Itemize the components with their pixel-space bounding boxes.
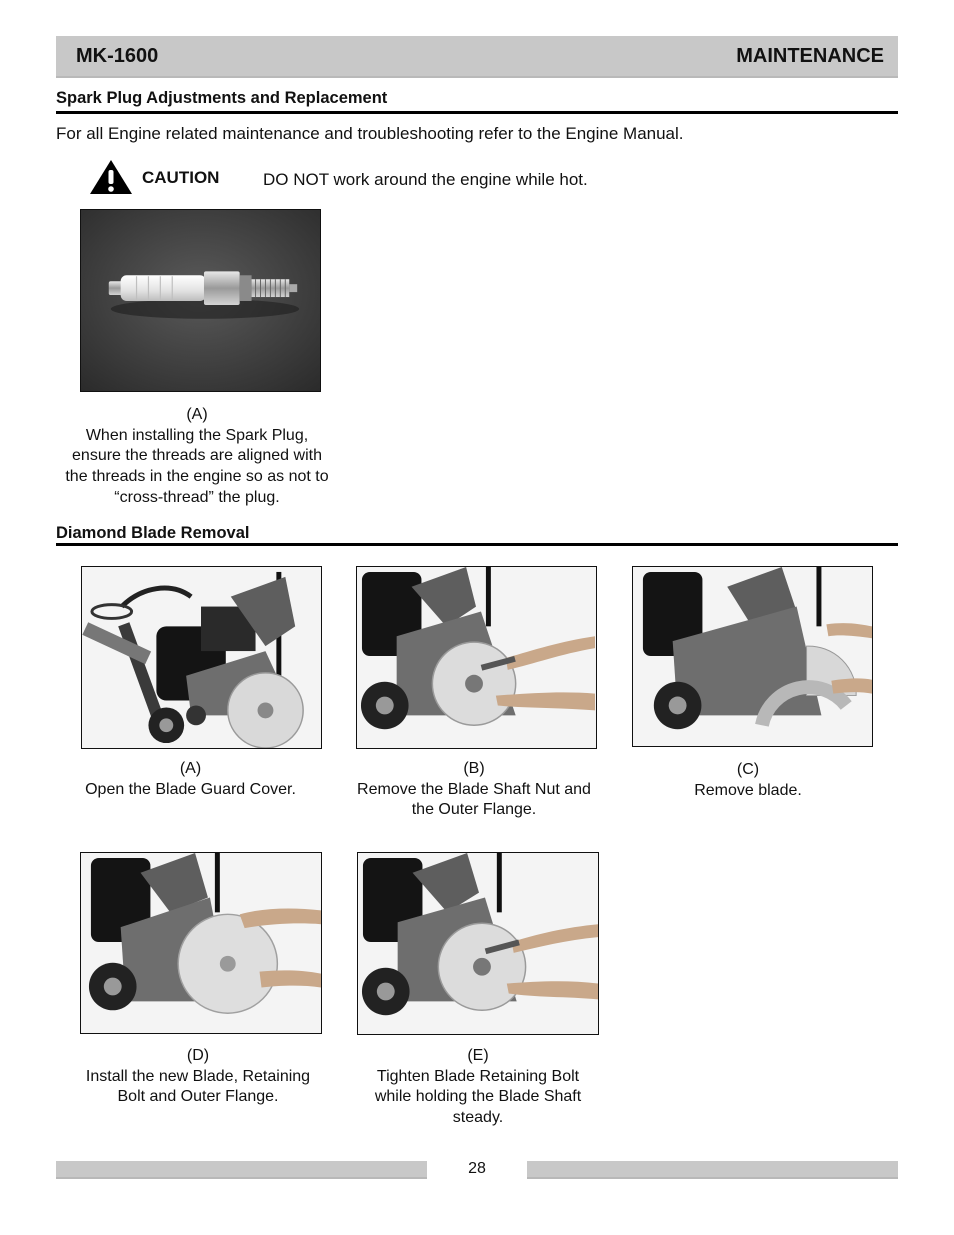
spark-plug-caption — [56, 405, 338, 509]
caution-text: DO NOT work around the engine while hot. — [263, 170, 588, 189]
caption-line: the Outer Flange. — [411, 801, 537, 819]
footer-bar-left — [56, 1161, 427, 1179]
caption-line: Open the Blade Guard Cover. — [85, 780, 296, 798]
warning-icon — [89, 159, 133, 195]
caption-line: Bolt and Outer Flange. — [117, 1088, 279, 1106]
step-d-photo — [80, 852, 322, 1034]
model-name: MK-1600 — [76, 45, 159, 67]
caption-line: steady. — [452, 1109, 504, 1127]
spark-plug-photo — [80, 209, 321, 392]
caption-letter: (C) — [736, 761, 760, 778]
step-a-caption — [66, 759, 315, 800]
step-d-caption — [64, 1046, 332, 1108]
heading-rule — [56, 111, 898, 114]
step-a-photo — [81, 566, 322, 749]
page-header-bar — [56, 36, 898, 78]
step-b-photo — [356, 566, 597, 749]
spark-plug-heading: Spark Plug Adjustments and Replacement — [56, 89, 388, 107]
section-title: MAINTENANCE — [736, 45, 884, 67]
caption-letter: (E) — [467, 1047, 489, 1064]
caution-label: CAUTION — [142, 168, 220, 187]
caption-line: Remove blade. — [694, 781, 802, 799]
caption-letter: (B) — [463, 760, 485, 777]
caption-line: When installing the Spark Plug, — [85, 426, 309, 444]
blade-removal-heading: Diamond Blade Removal — [56, 524, 250, 542]
caption-letter: (A) — [179, 760, 202, 777]
step-c-caption — [655, 760, 841, 801]
page-number: 28 — [468, 1160, 486, 1177]
caption-line: “cross-thread” the plug. — [114, 488, 280, 506]
caption-line: Install the new Blade, Retaining — [85, 1067, 311, 1085]
intro-text: For all Engine related maintenance and troubleshooting refer to the Engine Manual. — [56, 124, 684, 143]
footer-bar-right — [527, 1161, 898, 1179]
caption-line: the threads in the engine so as not to — [65, 468, 329, 486]
caption-line: Remove the Blade Shaft Nut and — [357, 780, 591, 798]
caption-line: ensure the threads are aligned with — [72, 447, 322, 465]
caption-line: while holding the Blade Shaft — [374, 1088, 582, 1106]
step-b-caption — [340, 759, 608, 821]
caption-letter: (A) — [186, 406, 208, 423]
heading-rule — [56, 543, 898, 546]
caption-line: Tighten Blade Retaining Bolt — [376, 1067, 580, 1085]
step-e-photo — [357, 852, 599, 1035]
step-e-caption — [352, 1046, 604, 1129]
step-c-photo — [632, 566, 873, 747]
caption-letter: (D) — [186, 1047, 210, 1064]
